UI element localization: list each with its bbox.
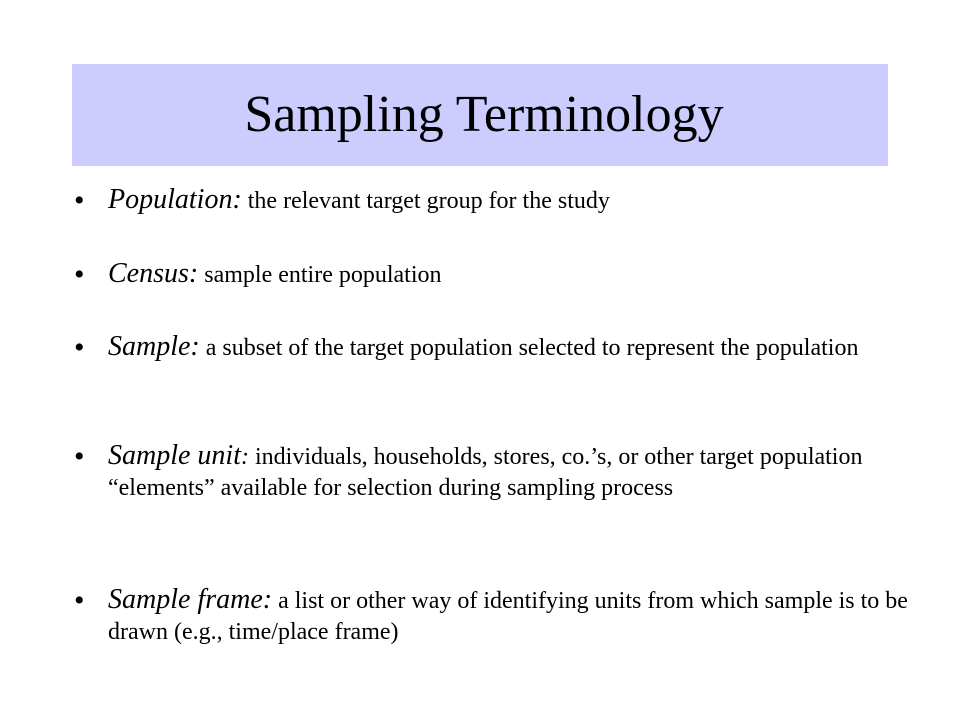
- term-census: Census:: [108, 258, 199, 289]
- bullet-icon: •: [74, 258, 85, 291]
- definition-population: the relevant target group for the study: [247, 188, 610, 214]
- term-population: Population:: [108, 184, 242, 215]
- bullet-item-sample-unit: [72, 440, 908, 504]
- term-sample-unit: Sample unit: [108, 440, 241, 471]
- bullet-item-census: [72, 258, 908, 291]
- bullet-item-population: [72, 184, 908, 217]
- bullet-icon: •: [74, 331, 85, 364]
- definition-census: sample entire population: [204, 262, 442, 288]
- term-sample-frame: Sample frame:: [108, 584, 273, 615]
- term-sample: Sample:: [108, 331, 200, 362]
- slide-title: Sampling Terminology: [244, 86, 724, 143]
- bullet-item-sample: [72, 331, 908, 364]
- bullet-icon: •: [74, 440, 85, 473]
- term-sample-unit-colon: :: [241, 444, 249, 470]
- title-banner: [72, 64, 888, 166]
- bullet-item-sample-frame: [72, 584, 908, 648]
- definition-sample: a subset of the target population selected to represent the population: [205, 335, 859, 361]
- bullet-icon: •: [74, 184, 85, 217]
- definition-sample-unit: individuals, households, stores, co.’s, or other target population “elements” available for selection during sampling process: [108, 444, 863, 501]
- definition-sample-frame: a list or other way of identifying units from which sample is to be drawn (e.g., time/place frame): [108, 588, 908, 645]
- bullet-icon: •: [74, 584, 85, 617]
